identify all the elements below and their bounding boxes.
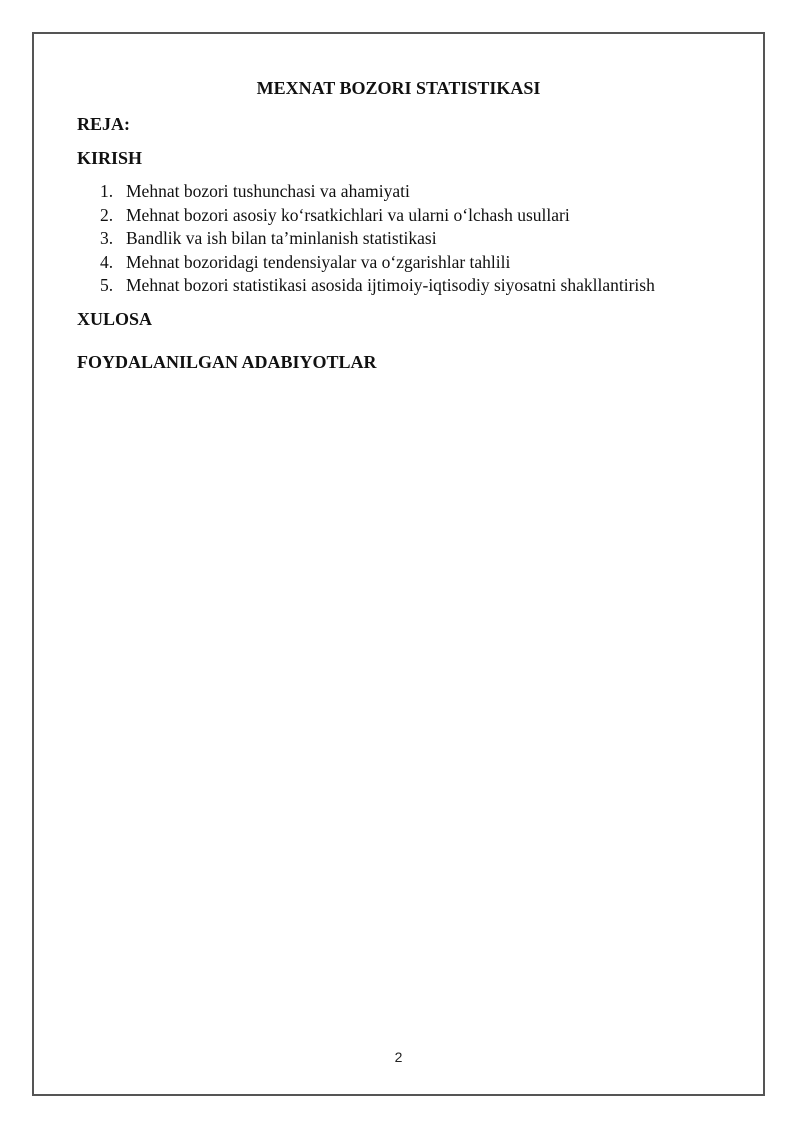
introduction-heading: KIRISH bbox=[77, 148, 143, 168]
plan-item bbox=[100, 274, 655, 298]
plan-item-text: Mehnat bozoridagi tendensiyalar va o‘zgarishlar tahlili bbox=[126, 251, 511, 272]
plan-item-text: Mehnat bozori asosiy ko‘rsatkichlari va ularni o‘lchash usullari bbox=[126, 204, 570, 225]
plan-item-text: Bandlik va ish bilan ta’minlanish statistikasi bbox=[126, 228, 437, 248]
plan-item-text: Mehnat bozori statistikasi asosida ijtimoiy-iqtisodiy siyosatni shakllantirish bbox=[126, 275, 655, 295]
plan-item bbox=[100, 251, 655, 275]
plan-item bbox=[100, 180, 655, 204]
plan-item-number: 4. bbox=[100, 251, 114, 272]
plan-item-number: 1. bbox=[100, 181, 114, 201]
plan-item-number: 2. bbox=[100, 204, 114, 225]
plan-item-number: 3. bbox=[100, 228, 114, 248]
plan-item-text: Mehnat bozori tushunchasi va ahamiyati bbox=[126, 181, 410, 201]
page-number: 2 bbox=[394, 1049, 403, 1065]
plan-item-number: 5. bbox=[100, 275, 114, 295]
plan-item bbox=[100, 227, 655, 251]
references-heading: FOYDALANILGAN ADABIYOTLAR bbox=[77, 352, 377, 372]
plan-heading: REJA: bbox=[77, 114, 130, 134]
document-title: MEXNAT BOZORI STATISTIKASI bbox=[256, 78, 541, 98]
conclusion-heading: XULOSA bbox=[77, 309, 153, 329]
plan-item bbox=[100, 204, 655, 228]
plan-list bbox=[100, 180, 655, 298]
document-page bbox=[32, 32, 765, 1096]
